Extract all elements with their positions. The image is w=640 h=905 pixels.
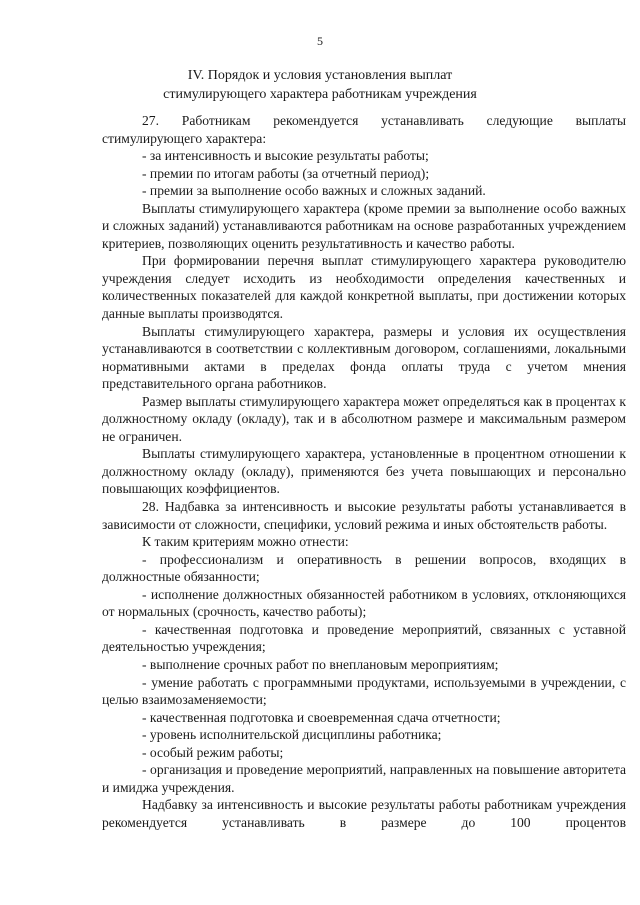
section-heading [40, 66, 600, 104]
paragraph-indicators: При формировании перечня выплат стимулирующего характера руководителю учреждения следует исходить из необходимости определения качественных и количественных показателей для каждой конкретной выплаты, при достижении которых данные выплаты производятся. [102, 253, 626, 322]
list-item-special-mode: - особый режим работы; [142, 744, 284, 760]
page-number: 5 [317, 34, 323, 48]
list-item-abnormal-conditions: - исполнение должностных обязанностей работником в условиях, отклоняющихся от нормальных (срочность, качество работы); [102, 586, 626, 620]
list-item-events: - качественная подготовка и проведение мероприятий, связанных с уставной деятельностью учреждения; [102, 621, 626, 655]
paragraph-allowance-size: Надбавку за интенсивность и высокие результаты работы работникам учреждения рекомендуется устанавливать в размере до 100 процентов [102, 797, 626, 830]
paragraph-amount: Размер выплаты стимулирующего характера может определяться как в процентах к должностному окладу (окладу), так и в абсолютном размере и максимальным размером не ограничен. [102, 393, 626, 444]
list-item-professionalism: - профессионализм и оперативность в решении вопросов, входящих в должностные обязанности; [102, 551, 626, 585]
section-heading-line-2: стимулирующего характера работникам учреждения [163, 87, 477, 102]
list-item-software-skills: - умение работать с программными продуктами, используемыми в учреждении, с целью взаимозаменяемости; [102, 674, 626, 708]
list-item-urgent-work: - выполнение срочных работ по внеплановым мероприятиям; [142, 656, 499, 672]
list-item-reporting: - качественная подготовка и своевременная сдача отчетности; [142, 709, 501, 725]
paragraph-criteria: Выплаты стимулирующего характера (кроме премии за выполнение особо важных и сложных заданий) устанавливаются работникам на основе разработанных учреждением критериев, позволяющих оценить результативность и качество работы. [102, 200, 626, 251]
paragraph-conditions: Выплаты стимулирующего характера, размеры и условия их осуществления устанавливаются в соответствии с коллективным договором, соглашениями, локальными нормативными актами в пределах фонда оплаты труда с учетом мнения представительного органа работников. [102, 323, 626, 392]
paragraph-criteria-list-intro: К таким критериям можно отнести: [142, 534, 349, 550]
list-item-period-bonus: - премии по итогам работы (за отчетный период); [142, 165, 430, 181]
document-body [102, 112, 626, 831]
list-item-special-tasks-bonus: - премии за выполнение особо важных и сложных заданий. [142, 183, 486, 199]
list-item-intensity: - за интенсивность и высокие результаты работы; [142, 148, 429, 164]
list-item-image-events: - организация и проведение мероприятий, направленных на повышение авторитета и имиджа учреждения. [102, 762, 626, 795]
list-item-discipline: - уровень исполнительской дисциплины работника; [142, 727, 442, 743]
paragraph-coefficients: Выплаты стимулирующего характера, установленные в процентном отношении к должностному окладу (окладу), применяются без учета повышающих и персонально повышающих коэффициентов. [102, 446, 626, 497]
section-heading-line-1: IV. Порядок и условия установления выплат [187, 68, 453, 83]
paragraph-27-intro: 27. Работникам рекомендуется устанавливать следующие выплаты стимулирующего характера: [102, 113, 626, 146]
paragraph-28-allowance: 28. Надбавка за интенсивность и высокие результаты работы устанавливается в зависимости от сложности, специфики, условий режима и иных обстоятельств работы. [102, 499, 626, 532]
